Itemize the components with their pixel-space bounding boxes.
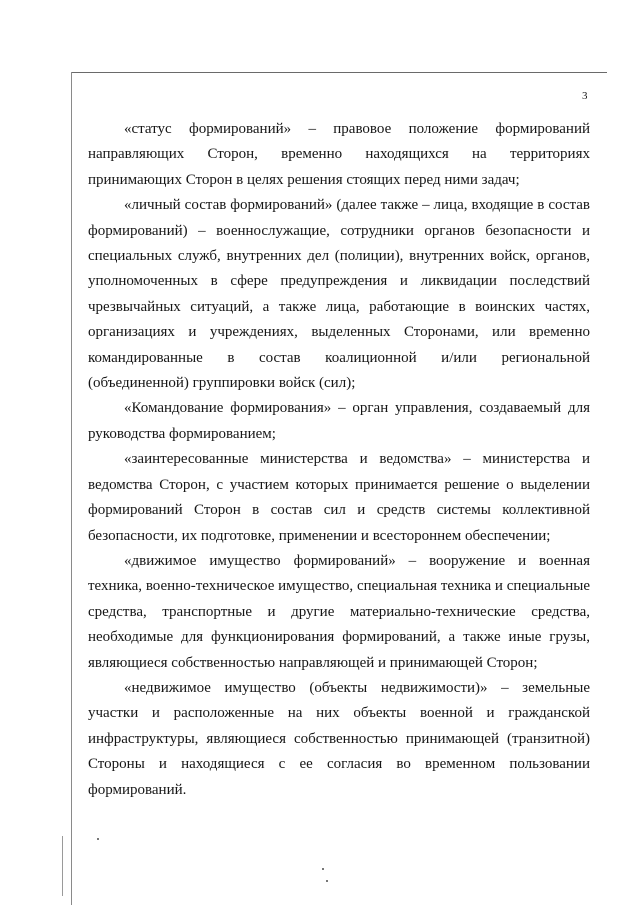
scan-speck	[326, 880, 328, 882]
text-line: являющиеся собственностью направляющей и принимающей Сторон;	[88, 654, 538, 671]
text-line: принимающих Сторон в целях решения стоящих перед ними задач;	[88, 171, 520, 188]
text-line: техника, военно-техническое имущество, специальная техника и специальные	[88, 578, 590, 595]
text-line: командированные в состав коалиционной и/или региональной	[88, 349, 590, 366]
text-line: «заинтересованные министерства и ведомства» – министерства и	[124, 451, 590, 468]
text-line: «недвижимое имущество (объекты недвижимости)» – земельные	[124, 679, 590, 696]
text-line: участки и расположенные на них объекты военной и гражданской	[88, 705, 590, 722]
text-line: Стороны и находящиеся с ее согласия во временном пользовании	[88, 756, 590, 773]
text-line: необходимые для функционирования формирований, а также иные грузы,	[88, 629, 590, 646]
paragraph-immovable-property	[88, 676, 590, 803]
text-line: формирований Сторон в состав сил и средств системы коллективной	[88, 502, 590, 519]
document-body	[88, 117, 590, 803]
text-line: направляющих Сторон, временно находящихся на территориях	[88, 146, 590, 163]
page-number: 3	[582, 90, 588, 102]
scan-top-border	[72, 72, 607, 73]
scan-speck	[97, 838, 99, 840]
paragraph-ministries	[88, 447, 590, 549]
text-line: руководства формированием;	[88, 425, 276, 442]
text-line: чрезвычайных ситуаций, а также лица, работающие в воинских частях,	[88, 298, 590, 315]
text-line: организациях и учреждениях, выделенных Сторонами, или временно	[88, 324, 590, 341]
paragraph-command	[88, 396, 590, 447]
paragraph-personnel	[88, 193, 590, 396]
scan-left-border	[71, 72, 72, 905]
text-line: «Командование формирования» – орган управления, создаваемый для	[124, 400, 590, 417]
text-line: специальных служб, внутренних дел (полиции), внутренних войск, органов,	[88, 248, 590, 265]
text-line: формирований) – военнослужащие, сотрудники органов безопасности и	[88, 222, 590, 239]
text-line: ведомства Сторон, с участием которых принимается решение о выделении	[88, 476, 590, 493]
text-line: формирований.	[88, 781, 187, 798]
text-line: (объединенной) группировки войск (сил);	[88, 375, 356, 392]
text-line: средства, транспортные и другие материально-технические средства,	[88, 603, 590, 620]
scan-left-border-lower	[62, 836, 63, 896]
text-line: уполномоченных в сфере предупреждения и ликвидации последствий	[88, 273, 590, 290]
text-line: «движимое имущество формирований» – вооружение и военная	[124, 552, 590, 569]
paragraph-status	[88, 117, 590, 193]
text-line: «личный состав формирований» (далее также – лица, входящие в состав	[124, 197, 590, 214]
scan-speck	[322, 868, 324, 870]
text-line: инфраструктуры, являющиеся собственностью принимающей (транзитной)	[88, 730, 590, 747]
text-line: безопасности, их подготовке, применении и всестороннем обеспечении;	[88, 527, 551, 544]
text-line: «статус формирований» – правовое положение формирований	[124, 121, 590, 137]
paragraph-movable-property	[88, 549, 590, 676]
